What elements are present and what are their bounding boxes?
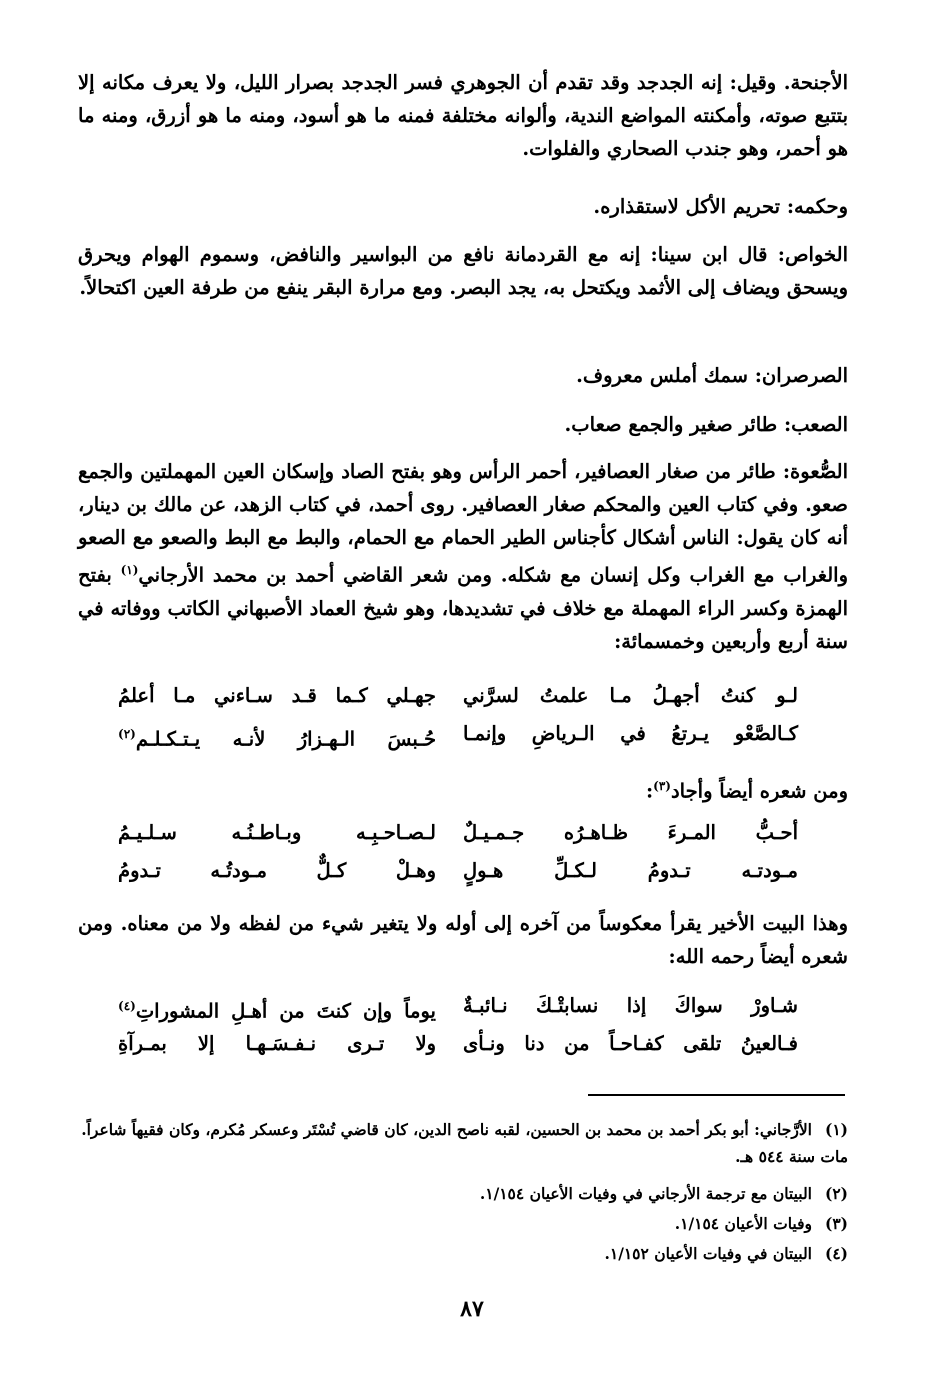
footnote-number: (٣) [824, 1214, 848, 1233]
footnote-number: (١) [824, 1120, 848, 1139]
footnote-1 [80, 1116, 848, 1170]
paragraph-text: الأجنحة. وقيل: إنه الجدجد وقد تقدم أن الجوهري فسر الجدجد بصرار الليل، ولا يعرف مكانه إلا بتتبع صوته، وأمكنته المواضع الندية، وألوانه مختلفة فمنه ما هو أسود، ومنه ما هو أزرق، ومنه ما هو أحمر، وهو جندب الصحاري والفلوات. [78, 71, 848, 160]
paragraph-intro-2 [78, 770, 848, 808]
poem-3 [118, 987, 798, 1063]
second-hemistich: لـصـاحـبِـه وبـاطـنُـه سـلـيـمُ [118, 821, 436, 844]
first-hemistich: لـو كنتُ أجهـلُ مـا علمتُ لسرَّني [463, 684, 798, 707]
verse-line [118, 852, 798, 890]
paragraph-palindrome [78, 907, 848, 973]
paragraph-jadjad [78, 66, 848, 165]
footnote-divider [588, 1094, 845, 1096]
footnote-text: الأرَّجاني: أبو بكر أحمد بن محمد بن الحسين، لقبه ناصح الدين، كان قاضي تُسْتَر وعسكر مُكرم، وكان فقيهاً شاعراً. مات سنة ٥٤٤ هـ. [81, 1120, 848, 1166]
paragraph-text: الصعب: طائر صغير والجمع صعاب. [564, 413, 848, 436]
footnote-2 [80, 1180, 848, 1207]
first-hemistich: كـالصَّعْو يـرتعُ في الـرياضِ وإنمـا [463, 722, 798, 745]
footnote-3 [80, 1210, 848, 1237]
footnote-ref-3: (٣) [653, 779, 671, 793]
entry-sarsaran [78, 359, 848, 392]
first-hemistich: مـودتـه تـدومُ لـكـلِّ هـولٍ [463, 859, 798, 882]
second-hemistich: ولا تـرى نـفـسَـهـا إلا بمـرآةِ [118, 1032, 436, 1055]
first-hemistich: شـاورْ سواكَ إذا نسابتْـكَ نـائبـةٌ [463, 994, 798, 1017]
footnote-number: (٤) [824, 1244, 848, 1263]
second-hemistich [118, 715, 436, 753]
first-hemistich: فـالعينُ تلقى كفـاحـاً من دنا ونـأى [463, 1032, 798, 1055]
second-hemistich: وهـلْ كـلٌّ مـودتُـه تـدومُ [118, 859, 436, 882]
hemistich-text: يوماً وإن كنتَ من أهـلِ المشوراتِ [135, 999, 436, 1023]
poem-1 [118, 677, 798, 753]
paragraph-text: ومن شعره أيضاً وأجاد [670, 779, 848, 803]
verse-line [118, 987, 798, 1025]
paragraph-hukm [78, 190, 848, 223]
footnote-text: وفيات الأعيان ١/١٥٤. [674, 1214, 812, 1233]
second-hemistich: جهـلي كـما قـد سـاءني مـا أعلمُ [118, 684, 436, 707]
footnote-4 [80, 1240, 848, 1267]
paragraph-text: وهذا البيت الأخير يقرأ معكوساً من آخره إلى أوله ولا يتغير شيء من لفظه ولا من معناه. ومن شعره أيضاً رحمه الله: [78, 912, 848, 968]
footnote-number: (٢) [824, 1184, 848, 1203]
poem-2 [118, 814, 798, 890]
paragraph-text: وحكمه: تحريم الأكل لاستقذاره. [593, 195, 848, 218]
paragraph-text: الخواص: قال ابن سينا: إنه مع القردمانة نافع من البواسير والنافض، وسموم الهوام ويحرق ويسحق ويضاف إلى الأثمد ويكتحل به، يجد البصر. ومع مرارة البقر ينفع من طرفة العين اكتحالاً. [78, 243, 848, 299]
paragraph-text: الصرصران: سمك أملس معروف. [576, 364, 848, 387]
entry-saab [78, 408, 848, 441]
verse-line [118, 715, 798, 753]
page-number: ٨٧ [460, 1296, 484, 1322]
hemistich-text: حُـبسَ الـهـزارُ لأنـه يـتـكـلـم [135, 727, 436, 751]
footnote-text: البيتان في وفيات الأعيان ١/١٥٢. [604, 1244, 812, 1263]
footnote-text: البيتان مع ترجمة الأرجاني في وفيات الأعيان ١/١٥٤. [479, 1184, 812, 1203]
first-hemistich: أحـبُّ المـرءَ ظـاهـرُه جـمـيـلٌ [463, 821, 798, 844]
second-hemistich [118, 987, 436, 1025]
paragraph-text: : [645, 779, 654, 803]
footnote-ref-2: (٢) [118, 727, 136, 741]
footnote-ref-1: (١) [120, 563, 139, 577]
entry-suwa [78, 455, 848, 658]
paragraph-text: الصُّعوة: طائر من صغار العصافير، أحمر الرأس وهو بفتح الصاد وإسكان العين المهملتين والجمع صعو. وفي كتاب العين والمحكم صغار العصافير. روى أحمد، في كتاب الزهد، عن مالك بن دينار، أنه كان يقول: الناس أشكال كأجناس الطير الحمام مع الحمام، والبط مع البط والصعو مع الصعو والغراب مع الغراب وكل إنسان مع شكله. ومن شعر القاضي أحمد بن محمد الأرجاني [78, 460, 848, 587]
footnote-ref-4: (٤) [118, 999, 136, 1013]
verse-line [118, 814, 798, 852]
verse-line [118, 677, 798, 715]
paragraph-text: بفتح الهمزة وكسر الراء المهملة مع خلاف في تشديدها، وهو شيخ العماد الأصبهاني الكاتب ووفاته في سنة أربع وأربعين وخمسمائة: [78, 563, 848, 653]
paragraph-khawas [78, 238, 848, 304]
verse-line [118, 1025, 798, 1063]
